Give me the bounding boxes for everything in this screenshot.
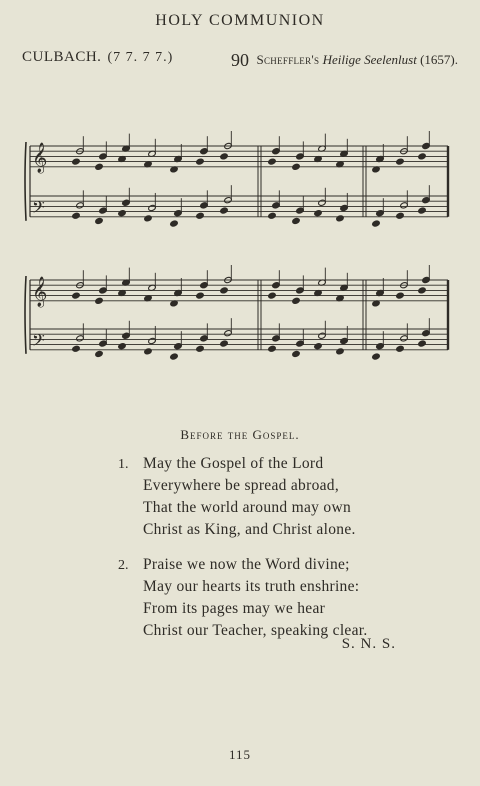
music-system-1 — [25, 131, 448, 227]
note-head — [95, 350, 103, 357]
note-head — [314, 343, 322, 350]
verse-number: 1. — [118, 457, 129, 472]
note-head — [396, 292, 404, 299]
note-head — [72, 158, 80, 165]
note-head — [118, 343, 126, 350]
note-head — [72, 345, 80, 352]
note-head — [292, 297, 300, 304]
verse-line: May our hearts its truth enshrine: — [143, 578, 360, 595]
note-head — [72, 212, 80, 219]
note-head — [314, 210, 322, 217]
author-initials: S. N. S. — [341, 636, 396, 652]
verse-line: Everywhere be spread abroad, — [143, 477, 340, 494]
note-head — [95, 297, 103, 304]
treble-clef-icon: 𝄞 — [32, 276, 48, 307]
note-head — [268, 158, 276, 165]
bass-clef-icon: 𝄢 — [32, 196, 45, 221]
note-head — [220, 340, 228, 347]
page-number: 115 — [228, 747, 252, 762]
note-head — [268, 292, 276, 299]
note-head — [396, 212, 404, 219]
note-head — [170, 353, 178, 360]
music-system-2 — [25, 265, 448, 360]
note-head — [196, 292, 204, 299]
note-head — [372, 353, 380, 360]
verse-line: May the Gospel of the Lord — [143, 455, 324, 472]
note-head — [292, 350, 300, 357]
verse-line: Christ our Teacher, speaking clear. — [143, 622, 368, 639]
system-brace — [25, 276, 26, 354]
verse-line: From its pages may we hear — [143, 600, 326, 617]
source-year: (1657). — [420, 52, 458, 67]
note-head — [220, 207, 228, 214]
note-head — [418, 153, 426, 160]
meter: (7 7. 7 7.) — [107, 50, 174, 65]
note-head — [72, 292, 80, 299]
bass-clef-icon: 𝄢 — [32, 329, 45, 354]
note-head — [418, 287, 426, 294]
system-brace — [25, 142, 26, 221]
note-head — [336, 215, 344, 222]
note-head — [268, 212, 276, 219]
note-head — [220, 153, 228, 160]
hymn-number: 90 — [231, 50, 249, 70]
note-head — [292, 217, 300, 224]
verse-line: Praise we now the Word divine; — [143, 556, 350, 573]
section-heading: Before the Gospel. — [180, 427, 300, 442]
note-head — [170, 220, 178, 227]
tune-title: CULBACH. — [22, 49, 102, 65]
note-head — [292, 163, 300, 170]
note-head — [144, 215, 152, 222]
verse-line: Christ as King, and Christ alone. — [143, 521, 356, 538]
note-head — [418, 340, 426, 347]
running-head: HOLY COMMUNION — [155, 12, 325, 29]
note-head — [196, 158, 204, 165]
note-head — [118, 210, 126, 217]
note-head — [336, 348, 344, 355]
treble-clef-icon: 𝄞 — [32, 142, 48, 173]
verse-number: 2. — [118, 558, 129, 573]
source-title: Heilige Seelenlust — [322, 52, 417, 67]
note-head — [220, 287, 228, 294]
note-head — [196, 345, 204, 352]
composer: Scheffler's — [256, 52, 320, 67]
note-head — [196, 212, 204, 219]
note-head — [372, 220, 380, 227]
note-head — [396, 158, 404, 165]
verse-line: That the world around may own — [143, 499, 351, 516]
note-head — [268, 345, 276, 352]
note-head — [95, 217, 103, 224]
note-head — [144, 348, 152, 355]
note-head — [418, 207, 426, 214]
note-head — [396, 345, 404, 352]
note-head — [95, 163, 103, 170]
